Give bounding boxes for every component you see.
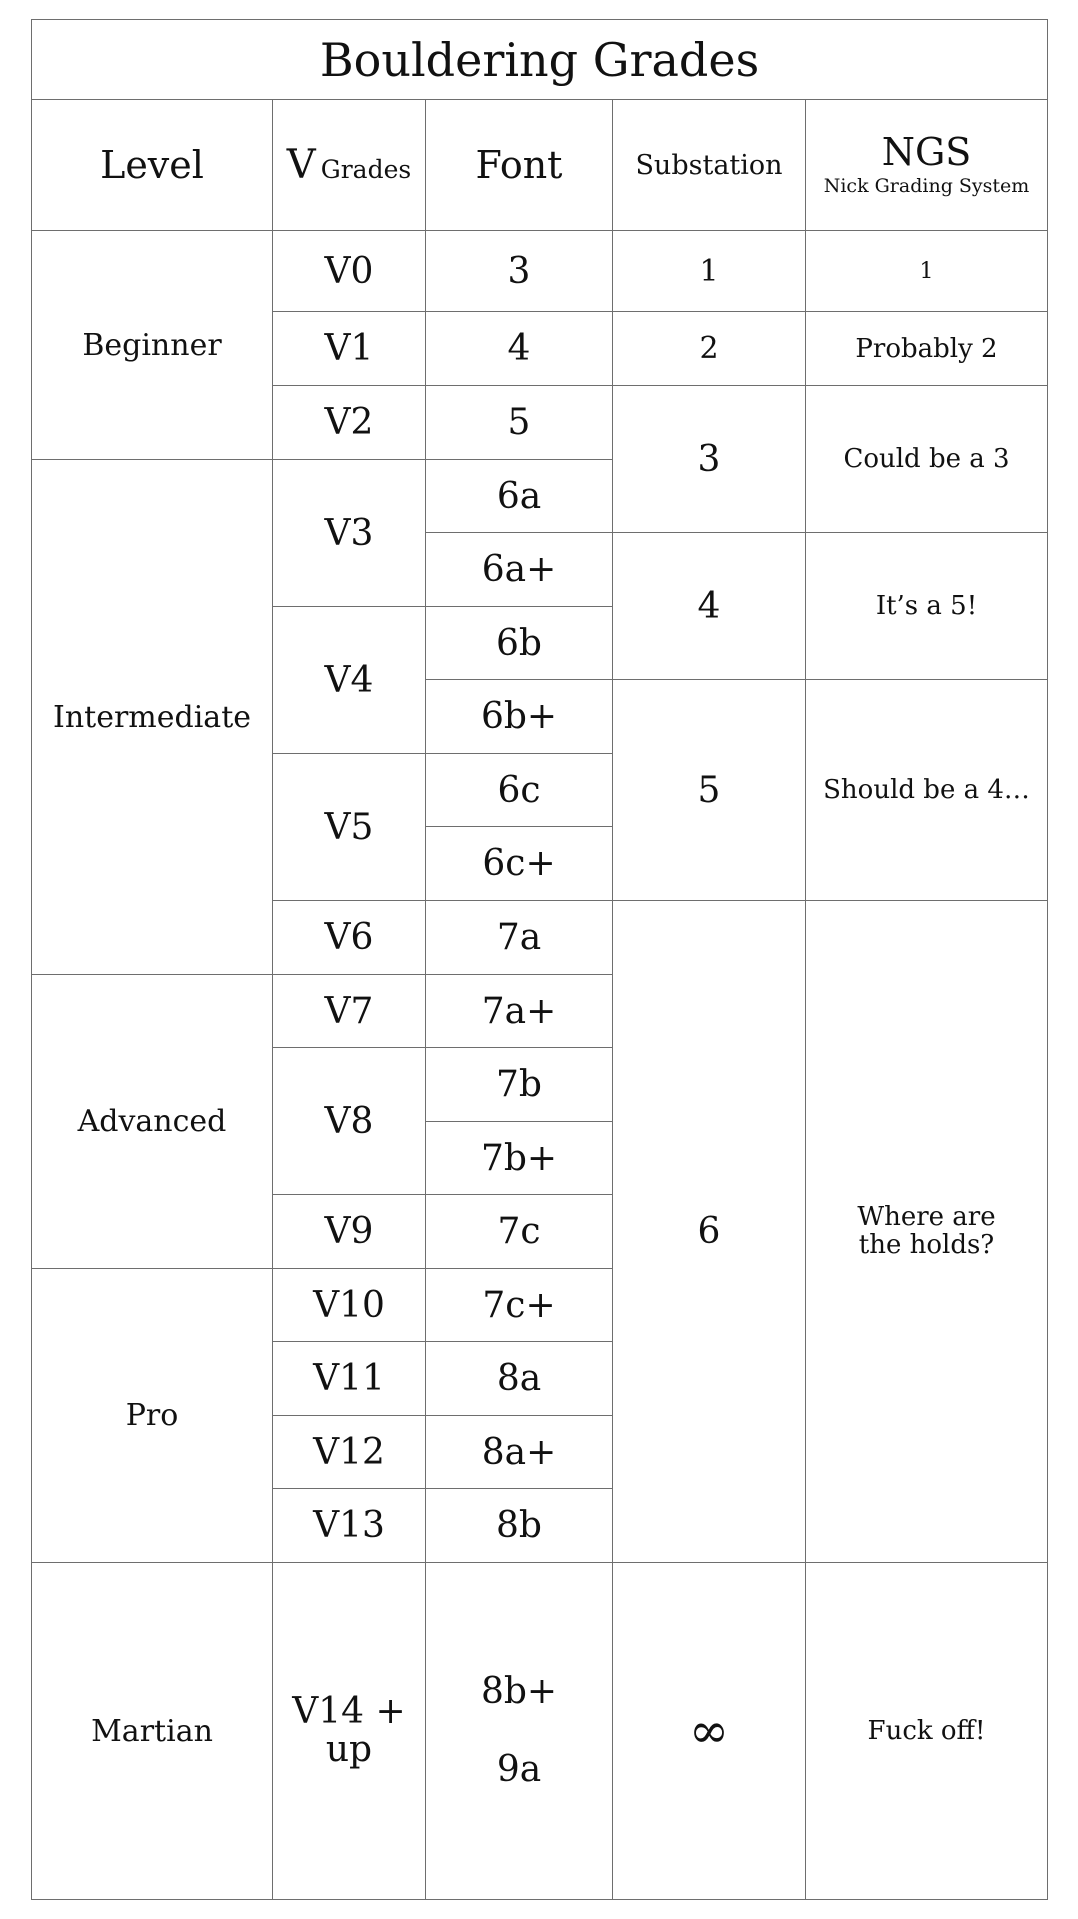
font-grade-cell: 4: [426, 312, 613, 386]
bouldering-grades-table: [31, 19, 1048, 1900]
font-grade-cell: 3: [426, 231, 613, 312]
ngs-header-sub: Nick Grading System: [823, 174, 1030, 197]
ngs-cell-text: Where are the holds?: [857, 1202, 996, 1260]
font-grade-text: 9a: [496, 1749, 542, 1790]
ngs-cell: It’s a 5!: [806, 533, 1048, 680]
v-grade-cell: V12: [273, 1416, 426, 1489]
v-grade-cell: V8: [273, 1048, 426, 1195]
level-cell: Intermediate: [32, 460, 273, 975]
substation-cell: 4: [613, 533, 806, 680]
v-grade-cell: V13: [273, 1489, 426, 1563]
ngs-header: [806, 100, 1048, 231]
font-grade-cell: 6c: [426, 754, 613, 827]
ngs-cell: Probably 2: [806, 312, 1048, 386]
font-grade-cell: 6c+: [426, 827, 613, 901]
v-grade-cell: V10: [273, 1269, 426, 1342]
substation-cell: 5: [613, 680, 806, 901]
font-grade-cell: 6a: [426, 460, 613, 533]
level-cell: Advanced: [32, 975, 273, 1269]
font-grade-cell: 7b+: [426, 1122, 613, 1195]
v-grade-cell: [273, 1563, 426, 1900]
v-grade-cell: V11: [273, 1342, 426, 1416]
font-grade-cell: 5: [426, 386, 613, 460]
level-cell: Martian: [32, 1563, 273, 1900]
font-grade-cell: 7a+: [426, 975, 613, 1048]
font-grade-cell: 7c: [426, 1195, 613, 1269]
v-grade-cell: V2: [273, 386, 426, 460]
level-cell: Beginner: [32, 231, 273, 460]
substation-cell: 2: [613, 312, 806, 386]
font-grade-cell: 8a+: [426, 1416, 613, 1489]
level-cell: Pro: [32, 1269, 273, 1563]
level-header: Level: [32, 100, 273, 231]
v-grades-header-main: V: [286, 142, 316, 188]
v-grade-cell: V3: [273, 460, 426, 607]
substation-cell: 1: [613, 231, 806, 312]
v-grade-cell: V0: [273, 231, 426, 312]
table-row: [32, 1563, 1048, 1900]
font-header: Font: [426, 100, 613, 231]
title-row: [32, 20, 1048, 100]
ngs-cell: [806, 901, 1048, 1563]
font-grade-text: 8b+: [480, 1671, 558, 1712]
v-grade-cell: V9: [273, 1195, 426, 1269]
font-grade-cell: 7b: [426, 1048, 613, 1122]
substation-cell: 3: [613, 386, 806, 533]
v-grades-header: [273, 100, 426, 231]
substation-cell: 6: [613, 901, 806, 1563]
v-grade-cell: V4: [273, 607, 426, 754]
v-grade-cell: V6: [273, 901, 426, 975]
substation-cell: ∞: [613, 1563, 806, 1900]
ngs-cell: Could be a 3: [806, 386, 1048, 533]
table-row: [32, 231, 1048, 312]
font-grade-cell: [426, 1563, 613, 1900]
v-grade-cell: V5: [273, 754, 426, 901]
font-grade-cell: 8b: [426, 1489, 613, 1563]
ngs-header-main: NGS: [881, 130, 972, 175]
table-title: Bouldering Grades: [32, 20, 1048, 100]
font-grade-cell: 7c+: [426, 1269, 613, 1342]
v-grade-cell: V1: [273, 312, 426, 386]
font-grade-cell: 7a: [426, 901, 613, 975]
ngs-cell: Fuck off!: [806, 1563, 1048, 1900]
font-grade-cell: 6b: [426, 607, 613, 680]
font-grade-cell: 6b+: [426, 680, 613, 754]
v-grade-cell-text: V14 + up: [292, 1691, 406, 1770]
font-grade-cell: 8a: [426, 1342, 613, 1416]
header-row: [32, 100, 1048, 231]
v-grade-cell: V7: [273, 975, 426, 1048]
font-grade-cell: 6a+: [426, 533, 613, 607]
v-grades-header-sub: Grades: [320, 155, 412, 184]
ngs-cell: Should be a 4…: [806, 680, 1048, 901]
ngs-cell: 1: [806, 231, 1048, 312]
substation-header: Substation: [613, 100, 806, 231]
